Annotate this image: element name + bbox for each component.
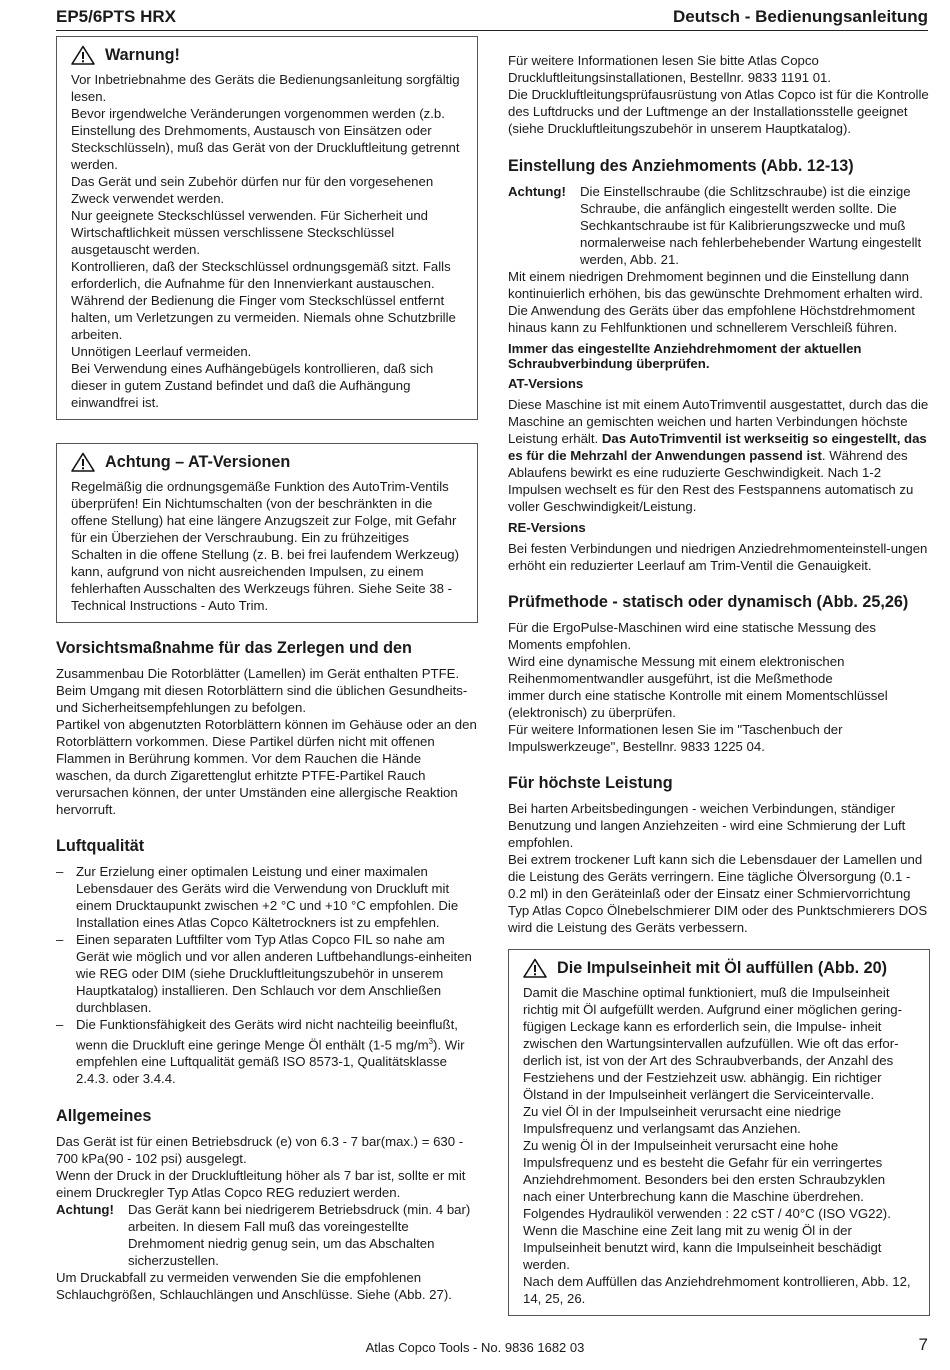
section-title-performance: Für höchste Leistung xyxy=(508,774,673,792)
general-note xyxy=(56,1201,478,1269)
note-text: Das Gerät kann bei niedrigerem Betriebsdruck (min. 4 bar) arbeiten. In diesem Fall muß das voreingestellte Drehmoment niedrig genug sein, um das Abschalten sicherzustellen. xyxy=(128,1202,471,1269)
list-dash: – xyxy=(56,1017,64,1032)
warning-triangle-icon xyxy=(71,452,95,472)
page-footer: Atlas Copco Tools - No. 9836 1682 03 xyxy=(365,1340,585,1355)
list-item xyxy=(56,863,478,931)
section-title-precaution: Vorsichtsmaßnahme für das Zerlegen und den xyxy=(56,639,412,657)
paragraph: Bei festen Verbindungen und niedrigen Anziedrehmomenteinstell-ungen erhöht ein reduzierter Leerlauf am Trim-Ventil die Genauigkeit. xyxy=(508,541,928,573)
paragraph: Bei harten Arbeitsbedingungen - weichen Verbindungen, ständiger Benutzung und langen Anziehzeiten - wird eine Schmierung der Luft empfohlen. xyxy=(508,801,906,850)
air-quality-list xyxy=(56,863,478,1087)
paragraph: immer durch eine statische Kontrolle mit einem Momentschlüssel (elektronisch) zu überprüfen. xyxy=(508,688,888,720)
subheading-re-versions: RE-Versions xyxy=(508,520,586,535)
warning-text: Während der Bedienung die Finger vom Steckschlüssel entfernt halten, um Verletzungen zu vermeiden. Niemals ohne Schutzbrille arbeiten. xyxy=(71,293,456,342)
warning-text: Kontrollieren, daß der Steckschlüssel ordnungsgemäß sitzt. Falls erforderlich, die Aufnahme für den Innenvierkant austauschen. xyxy=(71,259,451,291)
paragraph: Um Druckabfall zu vermeiden verwenden Sie die empfohlenen Schlauchgrößen, Schlauchlängen und Anschlüsse. Siehe (Abb. 27). xyxy=(56,1270,452,1303)
warning-box xyxy=(56,36,478,420)
caution-box xyxy=(56,443,478,623)
list-dash: – xyxy=(56,932,64,947)
caution-text: Regelmäßig die ordnungsgemäße Funktion des AutoTrim-Ventils überprüfen! Ein Nichtumschalten (von der beschränkten in die offene Stellung) hat eine längere Anzugszeit zur Folge, mit Gefahr für ein Überziehen der Verschraubung. Ein zu frühzeitiges Schalten in die offene Stellung (z. B. bei frei laufendem Werkzeug) kann, aufgrund von nicht ausreichenden Impulsen, zu einem fehlerhaften Ausschalten des Werkzeugs führen. Siehe Seite 38 -Technical Instructions - Auto Trim. xyxy=(71,479,460,613)
note-term: Achtung! xyxy=(56,1202,114,1218)
list-item xyxy=(56,931,478,1016)
paragraph: Mit einem niedrigen Drehmoment beginnen und die Einstellung dann kontinuierlich erhöhen, bis das gewünschte Drehmoment erhalten wird. xyxy=(508,269,923,301)
left-column xyxy=(56,36,478,1303)
oil-fill-heading xyxy=(523,958,915,978)
note-text: Die Einstellschraube (die Schlitzschraube) ist die einzige Schraube, die anfänglich eingestellt werden sollte. Die Sechkantschraube ist für Kalibrierungszwecke und muß normalerweise nach fehlerbehebender Wartung eingestellt werden, Abb. 21. xyxy=(580,184,922,267)
paragraph: Zu viel Öl in der Impulseinheit verursacht eine niedrige Impulsfrequenz und verlangsamt das Anziehen. xyxy=(523,1104,842,1136)
paragraph: Bei extrem trockener Luft kann sich die Lebensdauer der Lamellen und die Leistung des Geräts verringern. Eine tägliche Ölversorgung (0.1 - 0.2 ml) in den Geräteinlaß oder der Einsatz einer Schmiervorrichtung Typ Atlas Copco Ölnebelschmierer DIM oder des Punktschmierers DOS wird die Leistung des Geräts verbessern. xyxy=(508,852,928,935)
bold-note: Immer das eingestellte Anziehdrehmoment der aktuellen Schraubverbindung überprüfen. xyxy=(508,341,862,371)
paragraph: Für weitere Informationen lesen Sie bitte Atlas Copco Druckluftleitungsinstallationen, Bestellnr. 9833 1191 01. xyxy=(508,53,832,85)
list-item-text: ). Wir empfehlen eine Luftqualität gemäß ISO 8573-1, Qualitätsklasse 2.4.3. oder 3.4.4. xyxy=(76,1037,465,1087)
superscript: 3 xyxy=(428,1037,434,1046)
caution-heading xyxy=(71,452,463,472)
section-title-general: Allgemeines xyxy=(56,1107,152,1126)
paragraph: Für weitere Informationen lesen Sie im "Taschenbuch der Impulswerkzeuge", Bestellnr. 9833 1225 04. xyxy=(508,722,843,754)
paragraph: Für die ErgoPulse-Maschinen wird eine statische Messung des Moments empfohlen. xyxy=(508,620,876,652)
list-dash: – xyxy=(56,864,64,879)
document-type: Deutsch - Bedienungsanleitung xyxy=(672,7,928,26)
text-run-bold: Das AutoTrimventil ist werkseitig so eingestellt, das es für die Mehrzahl der Anwendungen passend ist xyxy=(508,431,927,463)
section-title-air-quality: Luftqualität xyxy=(56,837,145,855)
paragraph: Nach dem Auffüllen das Anziehdrehmoment kontrollieren, Abb. 12, 14, 25, 26. xyxy=(523,1274,911,1306)
oil-fill-box xyxy=(508,949,930,1316)
paragraph: Das Gerät ist für einen Betriebsdruck (e) von 6.3 - 7 bar(max.) = 630 - 700 kPa(90 - 102 psi) ausgelegt. xyxy=(56,1134,464,1167)
list-item-text: Einen separaten Luftfilter vom Typ Atlas Copco FIL so nahe am Gerät wie möglich und vor allen anderen Luftbehandlungs-einheiten wie REG oder DIM (siehe Druckluftleitungszubehör in unserem Hauptkatalog) installieren. Den Schlauch vor dem Anschließen durchblasen. xyxy=(76,932,472,1015)
note-term: Achtung! xyxy=(508,184,566,199)
warning-triangle-icon xyxy=(523,958,547,978)
oil-fill-title: Die Impulseinheit mit Öl auffüllen (Abb. 20) xyxy=(557,959,888,977)
subheading-at-versions: AT-Versions xyxy=(508,376,584,391)
section-title-test-method: Prüfmethode - statisch oder dynamisch (Abb. 25,26) xyxy=(508,593,909,611)
paragraph: Wird eine dynamische Messung mit einem elektronischen Reihenmomentwandler ausgeführt, ist die Meßmethode xyxy=(508,654,845,686)
paragraph: Wenn der Druck in der Druckluftleitung höher als 7 bar ist, sollte er mit einem Druckregler Typ Atlas Copco REG reduziert werden. xyxy=(56,1168,466,1201)
torque-note xyxy=(508,183,930,268)
paragraph: Damit die Maschine optimal funktioniert, muß die Impulseinheit richtig mit Öl aufgefüllt werden. Aufgrund einer möglichen gering-fügigen Leckage kann es erforderlich sein, die Impulse- inheit zwischen den Wartungsintervallen aufzufüllen. Wie oft das erfor-derlich ist, ist von der Art des Schraubverbands, der Anzahl des Festziehens und der Festziehzeit usw. abhängig. Ein richtiger Ölstand in der Impulseinheit verlängert die Serviceintervalle. xyxy=(523,985,902,1102)
section-title-torque: Einstellung des Anziehmoments (Abb. 12-13) xyxy=(508,157,854,175)
caution-title: Achtung – AT-Versionen xyxy=(105,453,291,471)
warning-title: Warnung! xyxy=(105,46,180,64)
paragraph: Zu wenig Öl in der Impulseinheit verursacht eine hohe Impulsfrequenz und es besteht die Gefahr für ein verringertes Anziehdrehmoment. Besonders bei den ersten Schraubzyklen nach einer Unterbrechung kann die Maschine überdrehen. xyxy=(523,1138,886,1204)
paragraph: Folgendes Hydrauliköl verwenden : 22 cST / 40°C (ISO VG22). xyxy=(523,1206,891,1221)
paragraph xyxy=(508,396,930,515)
warning-text: Bevor irgendwelche Veränderungen vorgenommen werden (z.b. Einstellung des Drehmoments, Austausch von Einsätzen oder Steckschlüsseln), muß das Gerät von der Druckluftleitung getrennt werden. xyxy=(71,106,460,172)
warning-text: Das Gerät und sein Zubehör dürfen nur für den vorgesehenen Zweck verwendet werden. xyxy=(71,174,434,206)
page-number: 7 xyxy=(918,1335,928,1354)
list-item-text: Zur Erzielung einer optimalen Leistung und einer maximalen Lebensdauer des Geräts wird die Verwendung von Druckluft mit einem Drucktaupunkt zwischen +2 °C und +10 °C empfohlen. Die Installation eines Atlas Copco Kältetrockners ist zu empfehlen. xyxy=(76,864,459,930)
warning-text: Unnötigen Leerlauf vermeiden. xyxy=(71,344,252,359)
text-run: . Während des Ablaufens bewirkt es eine ruduzierte Geschwindigkeit. Nach 1-2 Impulsen wechselt es für den Rest des Festspannens automatisch zu voller Geschwindigkeit/Leistung. xyxy=(508,448,914,514)
warning-text: Vor Inbetriebnahme des Geräts die Bedienungsanleitung sorgfältig lesen. xyxy=(71,72,460,104)
paragraph: Wenn die Maschine eine Zeit lang mit zu wenig Öl in der Impulseinheit benutzt wird, kann die Impulseinheit beschädigt werden. xyxy=(523,1223,882,1272)
page-header xyxy=(56,4,928,31)
paragraph: Zusammenbau Die Rotorblätter (Lamellen) im Gerät enthalten PTFE. Beim Umgang mit diesen Rotorblättern sind die üblichen Gesundheits- und Sicherheitsempfehlungen zu befolgen. xyxy=(56,666,468,715)
warning-triangle-icon xyxy=(71,45,95,65)
paragraph: Die Anwendung des Geräts über das empfohlene Höchstdrehmoment hinaus kann zu Fehlfunktionen und schnellerem Verschleiß führen. xyxy=(508,303,915,335)
paragraph: Die Druckluftleitungsprüfausrüstung von Atlas Copco ist für die Kontrolle des Luftdrucks und der Luftmenge an der Installationsstelle geeignet (siehe Druckluftleitungszubehör in unserem Hauptkatalog). xyxy=(508,87,929,136)
warning-heading xyxy=(71,45,463,65)
text-run: Diese Maschine ist mit einem AutoTrimventil ausgestattet, durch das die Maschine an gemischten weichen und harten Verbindungen höchste Leistung erhält. xyxy=(508,397,929,446)
list-item xyxy=(56,1016,478,1087)
model-title: EP5/6PTS HRX xyxy=(56,7,176,26)
warning-text: Bei Verwendung eines Aufhängebügels kontrollieren, daß sich dieser in gutem Zustand befindet und daß die Aufhängung einwandfrei ist. xyxy=(71,361,434,410)
warning-text: Nur geeignete Steckschlüssel verwenden. Für Sicherheit und Wirtschaftlichkeit müssen verschlissene Steckschlüssel ausgetauscht werden. xyxy=(71,208,428,257)
list-item-text: Die Funktionsfähigkeit des Geräts wird nicht nachteilig beeinflußt, wenn die Druckluft eine geringe Menge Öl enthält (1-5 mg/m xyxy=(76,1017,458,1053)
right-column xyxy=(508,52,930,1316)
paragraph: Partikel von abgenutzten Rotorblättern können im Gehäuse oder an den Rotorblättern vorkommen. Diese Partikel dürfen nicht mit offenen Flammen in Berührung kommen. Vor dem Rauchen die Hände waschen, da durch Zigarettenglut erhitzte PTFE-Partikel Rauch verursachen können, der unter Umständen eine allergische Reaktion hervorruft. xyxy=(56,717,477,817)
